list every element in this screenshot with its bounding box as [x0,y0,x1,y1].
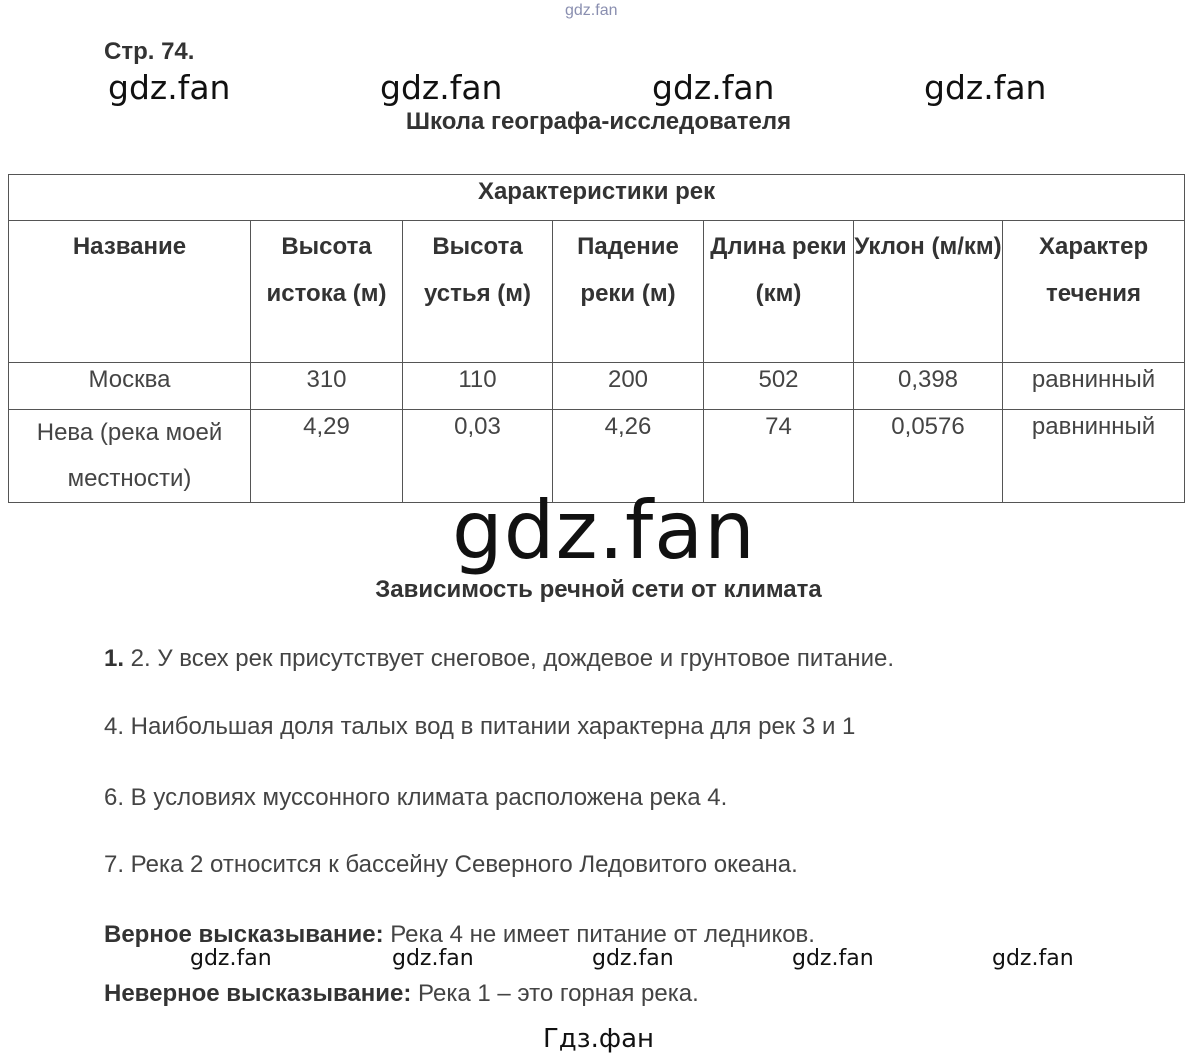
watermark: gdz.fan [392,946,474,971]
column-header: Падение реки (м) [553,221,704,363]
table-caption: Характеристики рек [9,175,1185,221]
column-header: Высота истока (м) [251,221,403,363]
true-statement-label: Верное высказывание: [104,921,384,948]
table-cell: 310 [251,363,403,410]
table-header-row [9,221,1185,363]
false-statement-label: Неверное высказывание: [104,980,412,1007]
table-cell: 0,0576 [854,410,1003,503]
watermark: gdz.fan [190,946,272,971]
section-title-climate: Зависимость речной сети от климата [375,576,822,603]
false-statement-text: Река 1 – это горная река. [411,980,699,1007]
footer-watermark: Гдз.фан [542,1024,655,1054]
table-cell: 0,03 [403,410,553,503]
watermark: gdz.fan [992,946,1074,971]
true-statement-text: Река 4 не имеет питание от ледников. [383,921,815,948]
table-cell: 74 [704,410,854,503]
watermark-large: gdz.fan [452,484,756,577]
watermark: gdz.fan [108,68,231,107]
column-header: Длина реки (км) [704,221,854,363]
answer-item-4: 4. Наибольшая доля талых вод в питании характерна для рек 3 и 1 [104,713,856,740]
column-header: Уклон (м/км) [854,221,1003,363]
table-cell: 0,398 [854,363,1003,410]
false-statement [104,980,699,1008]
watermark: gdz.fan [592,946,674,971]
table-cell: равнинный [1003,410,1185,503]
answer-item-1-2 [104,645,894,673]
table-cell: Нева (река моей местности) [9,410,251,503]
table-row [9,363,1185,410]
page-reference: Стр. 74. [104,38,195,65]
section-title-geographer: Школа географа-исследователя [405,108,792,135]
true-statement [104,921,815,949]
watermark: gdz.fan [652,68,775,107]
table-cell: Москва [9,363,251,410]
column-header: Название [9,221,251,363]
table-cell: 200 [553,363,704,410]
answer-item-7: 7. Река 2 относится к бассейну Северного Ледовитого океана. [104,851,798,878]
watermark-top-small: gdz.fan [565,2,618,19]
table-cell: 4,26 [553,410,704,503]
watermark: gdz.fan [380,68,503,107]
answer-text: 2. У всех рек присутствует снеговое, дождевое и грунтовое питание. [124,645,894,672]
table-cell: 110 [403,363,553,410]
column-header: Высота устья (м) [403,221,553,363]
column-header: Характер течения [1003,221,1185,363]
answer-item-6: 6. В условиях муссонного климата расположена река 4. [104,784,728,811]
watermark: gdz.fan [792,946,874,971]
rivers-table [8,174,1185,503]
table-cell: равнинный [1003,363,1185,410]
table-cell: 502 [704,363,854,410]
watermark: gdz.fan [924,68,1047,107]
table-cell: 4,29 [251,410,403,503]
item-number: 1. [104,645,125,672]
